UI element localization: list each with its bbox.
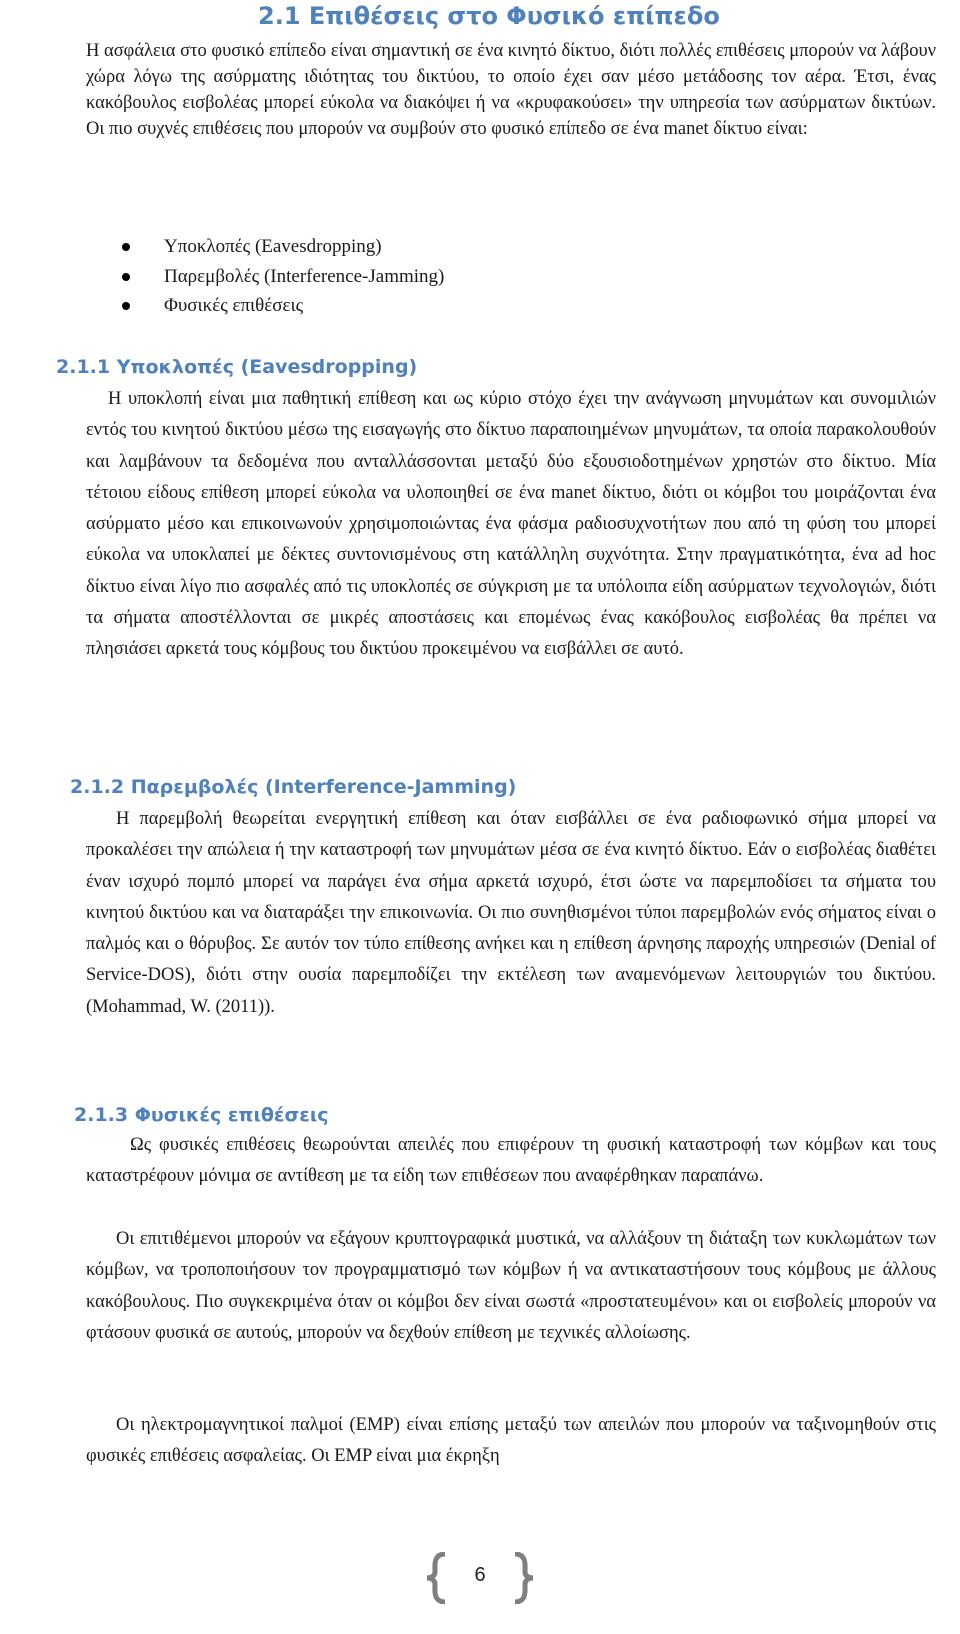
eavesdropping-paragraph: Η υποκλοπή είναι μια παθητική επίθεση και ως κύριο στόχο έχει την ανάγνωση μηνυμάτων και συνομιλιών εντός του κινητού δικτύου μέσω της εισαγωγής στο δίκτυο παραποιημένων μηνυμάτων, τα οποία παρακολουθούν και λαμβάνουν τα δεδομένα που ανταλλάσσονται μεταξύ δύο εξουσιοδοτημένων χρηστών στο δίκτυο. Μία τέτοιου είδους επίθεση μπορεί εύκολα να υλοποιηθεί σε ένα manet δίκτυο, διότι οι κόμβοι του μοιράζονται ένα ασύρματο μέσο και επικοινωνούν χρησιμοποιώντας ένα φάσμα ραδιοσυχνοτήτων που από τη φύση του μπορεί εύκολα να υποκλαπεί με δέκτες συντονισμένους στη κατάλληλη συχνότητα. Στην πραγματικότητα, ένα ad hoc δίκτυο είναι λίγο πιο ασφαλές από τις υποκλοπές σε σύγκριση με τα υπόλοιπα είδη ασύρματων τεχνολογιών, διότι τα σήματα αποστέλλονται σε μικρές αποστάσεις και επομένως ένας κακόβουλος εισβολέας θα πρέπει να πλησιάσει αρκετά τους κόμβους του δικτύου προκειμένου να εισβάλλει σε αυτό. [86, 389, 936, 660]
bullet-icon [122, 243, 130, 251]
page-footer [425, 1552, 535, 1604]
section-heading-main: 2.1 Επιθέσεις στο Φυσικό επίπεδο [258, 2, 720, 30]
bullet-icon [122, 302, 130, 310]
bullet-icon [122, 273, 130, 281]
physical-paragraph-1: Ως φυσικές επιθέσεις θεωρούνται απειλές που επιφέρουν τη φυσική καταστροφή των κόμβων και τους καταστρέφουν μόνιμα σε αντίθεση με τα είδη των επιθέσεων που αναφέρθηκαν παραπάνω. [86, 1135, 936, 1187]
physical-paragraph-3: Οι ηλεκτρομαγνητικοί παλμοί (EMP) είναι επίσης μεταξύ των απειλών που μπορούν να ταξινομηθούν στις φυσικές επιθέσεις ασφαλείας. Οι EMP είναι μια έκρηξη [86, 1415, 936, 1467]
list-item: Υποκλοπές (Eavesdropping) [122, 232, 444, 262]
jamming-paragraph: Η παρεμβολή θεωρείται ενεργητική επίθεση και όταν εισβάλλει σε ένα ραδιοφωνικό σήμα μπορεί να προκαλέσει την απώλεια ή την καταστροφή των μηνυμάτων μέσα σε ένα κινητό δίκτυο. Εάν ο εισβολέας διαθέτει έναν ισχυρό πομπό μπορεί να παράγει ένα σήμα αρκετά ισχυρό, έτσι ώστε να παρεμποδίσει τα σήματα του κινητού δικτύου και να διαταράξει την επικοινωνία. Οι πιο συνηθισμένοι τύποι παρεμβολών ενός σήματος είναι ο παλμός και ο θόρυβος. Σε αυτόν τον τύπο επίθεσης ανήκει και η επίθεση άρνησης παροχής υπηρεσιών (Denial of Service-DOS), διότι στην ουσία παρεμποδίζει την εκτέλεση των αναμενόμενων λειτουργιών του δικτύου. (Mohammad, W. (2011)). [86, 809, 936, 1017]
subsection-heading-physical: 2.1.3 Φυσικές επιθέσεις [74, 1104, 329, 1126]
attack-list [122, 232, 444, 321]
list-item: Παρεμβολές (Interference-Jamming) [122, 262, 444, 292]
page-number: 6 [474, 1564, 486, 1586]
list-item: Φυσικές επιθέσεις [122, 291, 444, 321]
intro-paragraph: Η ασφάλεια στο φυσικό επίπεδο είναι σημαντική σε ένα κινητό δίκτυο, διότι πολλές επιθέσεις μπορούν να λάβουν χώρα λόγω της ασύρματης ιδιότητας του δικτύου, το οποίο έχει σαν μέσο μετάδοσης τον αέρα. Έτσι, ένας κακόβουλος εισβολέας μπορεί εύκολα να διακόψει ή να «κρυφακούσει» την υπηρεσία των ασύρματων δικτύων. Οι πιο συχνές επιθέσεις που μπορούν να συμβούν στο φυσικό επίπεδο σε ένα manet δίκτυο είναι: [86, 41, 936, 139]
subsection-heading-eavesdropping: 2.1.1 Υποκλοπές (Eavesdropping) [56, 356, 418, 378]
subsection-heading-jamming: 2.1.2 Παρεμβολές (Interference-Jamming) [70, 776, 517, 798]
physical-paragraph-2: Οι επιτιθέμενοι μπορούν να εξάγουν κρυπτογραφικά μυστικά, να αλλάξουν τη διάταξη των κυκλωμάτων των κόμβων, να τροποποιήσουν τον προγραμματισμό των κόμβων ή να αντικαταστήσουν τους κόμβους με άλλους κακόβουλους. Πιο συγκεκριμένα όταν οι κόμβοι δεν είναι σωστά «προστατευμένοι» και οι εισβολείς μπορούν να φτάσουν φυσικά σε αυτούς, μπορούν να δεχθούν επίθεση με τεχνικές αλλοίωσης. [86, 1229, 936, 1343]
